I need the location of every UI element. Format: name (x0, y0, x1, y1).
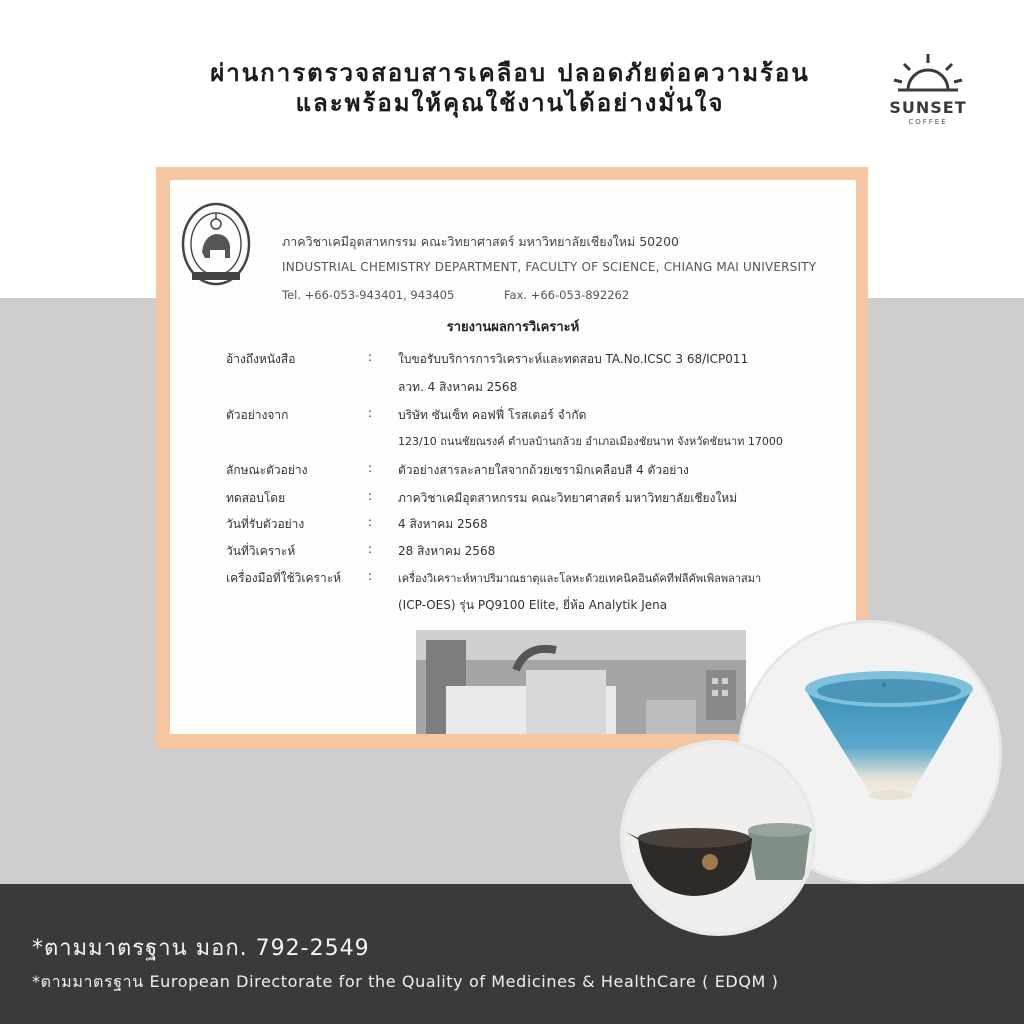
row-value: ลวท. 4 สิงหาคม 2568 (398, 380, 518, 394)
university-seal-icon (180, 200, 252, 288)
row-colon: : (368, 489, 373, 503)
sunset-icon (890, 52, 966, 98)
row-value: ใบขอรับบริการการวิเคราะห์และทดสอบ TA.No.ICSC 3 68/ICP011 (398, 352, 749, 366)
telephone-number: Tel. +66-053-943401, 943405 (282, 288, 455, 302)
logo-brand: SUNSET (889, 98, 967, 117)
ceramic-cups-icon (624, 744, 812, 932)
logo-sub: COFFEE (908, 118, 948, 126)
standard-tis: *ตามมาตรฐาน มอก. 792-2549 (32, 936, 370, 961)
headline (150, 58, 870, 118)
instrument-photo (416, 630, 746, 734)
row-colon: : (368, 515, 373, 529)
university-name-thai: ภาควิชาเคมีอุตสาหกรรม คณะวิทยาศาสตร์ มหาวิทยาลัยเชียงใหม่ 50200 (282, 234, 679, 249)
sunset-coffee-logo (882, 52, 974, 136)
headline-line-1: ผ่านการตรวจสอบสารเคลือบ ปลอดภัยต่อความร้อน (210, 59, 810, 87)
analysis-report-document (170, 180, 856, 734)
row-value: (ICP-OES) รุ่น PQ9100 Elite, ยี่ห้อ Analytik Jena (398, 598, 668, 612)
row-label: ทดสอบโดย (226, 491, 286, 505)
row-label: ตัวอย่างจาก (226, 408, 289, 422)
row-label: วันที่รับตัวอย่าง (226, 517, 305, 531)
row-label: วันที่วิเคราะห์ (226, 544, 296, 558)
row-colon: : (368, 461, 373, 475)
row-label: อ้างถึงหนังสือ (226, 352, 296, 366)
university-name-english: INDUSTRIAL CHEMISTRY DEPARTMENT, FACULTY OF SCIENCE, CHIANG MAI UNIVERSITY (282, 260, 817, 274)
row-value: ตัวอย่างสารละลายใสจากถ้วยเซรามิกเคลือบสี 4 ตัวอย่าง (398, 463, 689, 477)
row-colon: : (368, 406, 373, 420)
row-colon: : (368, 542, 373, 556)
row-colon: : (368, 350, 373, 364)
report-title: รายงานผลการวิเคราะห์ (446, 320, 580, 335)
row-colon: : (368, 569, 373, 583)
row-value: เครื่องวิเคราะห์หาปริมาณธาตุและโลหะด้วยเทคนิคอินดัคทีฟลีคัพเพิลพลาสมา (398, 572, 762, 585)
standard-edqm: *ตามมาตรฐาน European Directorate for the Quality of Medicines & HealthCare ( EDQM ) (32, 972, 779, 991)
row-label: เครื่องมือที่ใช้วิเคราะห์ (226, 571, 342, 585)
row-value: บริษัท ซันเซ็ท คอฟฟี่ โรสเตอร์ จำกัด (398, 408, 587, 422)
fax-number: Fax. +66-053-892262 (504, 288, 630, 302)
row-value: 4 สิงหาคม 2568 (398, 517, 488, 531)
row-value: 123/10 ถนนชัยณรงค์ ตำบลบ้านกล้วย อำเภอเมืองชัยนาท จังหวัดชัยนาท 17000 (398, 435, 783, 448)
row-label: ลักษณะตัวอย่าง (226, 463, 308, 477)
svg-text:☼: ☼ (881, 681, 888, 689)
cups-photo (620, 740, 816, 936)
row-value: ภาควิชาเคมีอุตสาหกรรม คณะวิทยาศาสตร์ มหาวิทยาลัยเชียงใหม่ (398, 491, 738, 505)
headline-line-2: และพร้อมให้คุณใช้งานได้อย่างมั่นใจ (295, 89, 725, 117)
row-value: 28 สิงหาคม 2568 (398, 544, 496, 558)
